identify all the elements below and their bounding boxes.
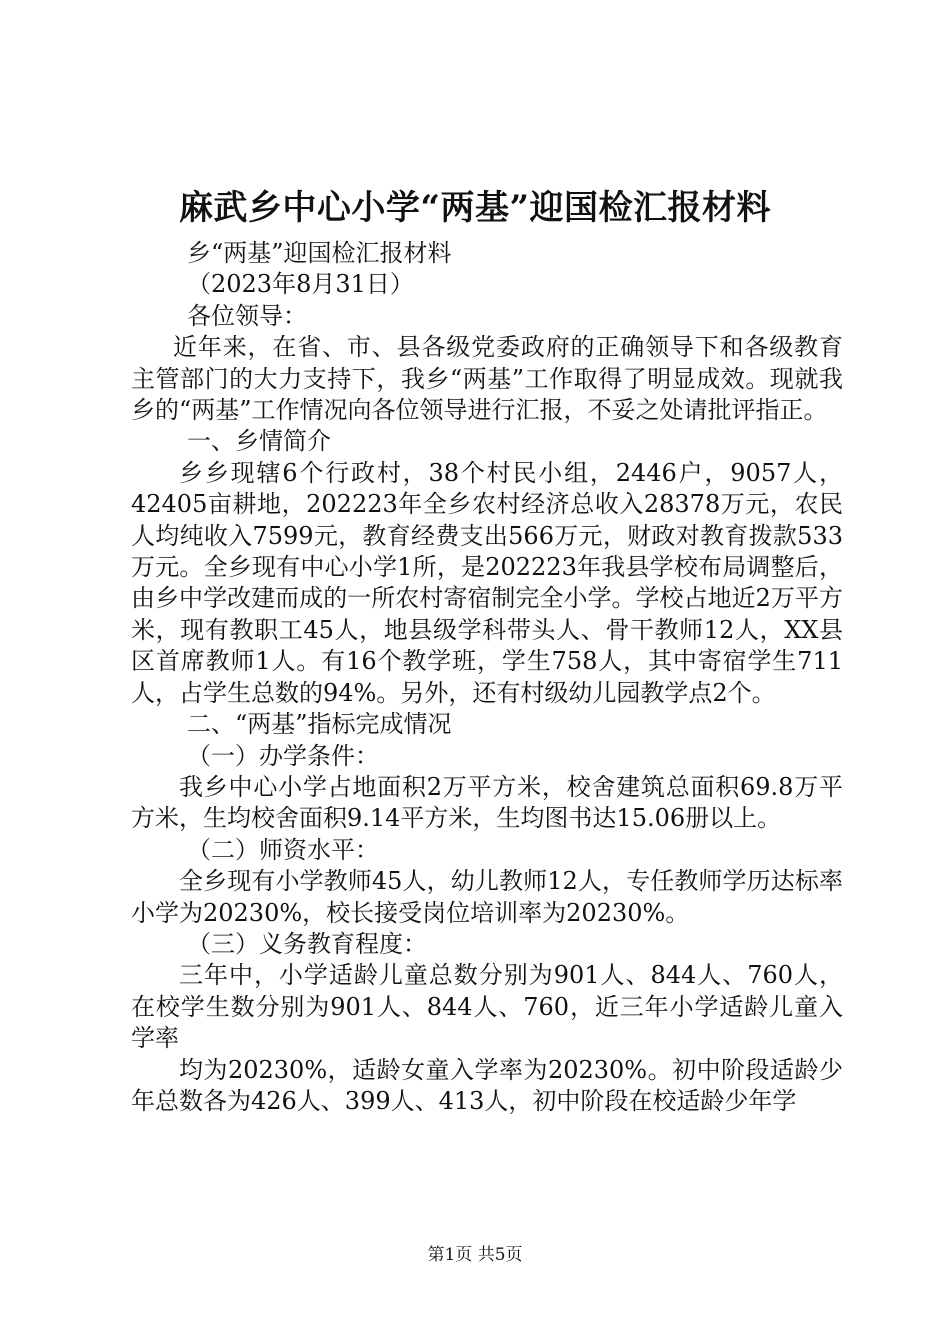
document-title: 麻武乡中心小学“两基”迎国检汇报材料 [178, 188, 772, 228]
paragraph-intro: 近年来，在省、市、县各级党委政府的正确领导下和各级教育主管部门的大力支持下，我乡“两基”工作取得了明显成效。现就我乡的“两基”工作情况向各位领导进行汇报，不妥之处请批评指正。 [131, 333, 843, 425]
section-heading-1: 一、乡情简介 [187, 427, 331, 456]
document-body [131, 238, 843, 1117]
page-footer: 第1页 共5页 [427, 1245, 523, 1265]
paragraph-overview: 乡乡现辖6个行政村，38个村民小组，2446户，9057人，42405亩耕地，202223年全乡农村经济总收入28378万元，农民人均纯收入7599元，教育经费支出566万元，财政对教育拨款533万元。全乡现有中心小学1所，是202223年我县学校布局调整后，由乡中学改建而成的一所农村寄宿制完全小学。学校占地近2万平方米，现有教职工45人，地县级学科带头人、骨干教师12人，XX县区首席教师1人。有16个教学班，学生758人，其中寄宿学生711人，占学生总数的94%。另外，还有村级幼儿园教学点2个。 [131, 458, 843, 707]
date-line: （2023年8月31日） [187, 270, 414, 299]
paragraph-enrollment: 三年中，小学适龄儿童总数分别为901人、844人、760人，在校学生数分别为901人、844人、760，近三年小学适龄儿童入学率 [131, 961, 843, 1053]
paragraph-conditions: 我乡中心小学占地面积2万平方米，校舍建筑总面积69.8万平方米，生均校舍面积9.14平方米，生均图书达15.06册以上。 [131, 772, 843, 833]
subtitle: 乡“两基”迎国检汇报材料 [187, 239, 452, 267]
subsection-heading-3: （三）义务教育程度： [187, 929, 427, 958]
paragraph-enrollment-cont: 均为20230%，适龄女童入学率为20230%。初中阶段适龄少年总数各为426人、399人、413人，初中阶段在校适龄少年学 [131, 1055, 843, 1115]
subsection-heading-2: （二）师资水平： [187, 835, 379, 864]
paragraph-teachers: 全乡现有小学教师45人，幼儿教师12人，专任教师学历达标率小学为20230%，校长接受岗位培训率为20230%。 [131, 867, 843, 927]
section-heading-2: 二、“两基”指标完成情况 [187, 710, 452, 739]
subsection-heading-1: （一）办学条件： [187, 741, 379, 770]
salutation: 各位领导： [187, 301, 307, 330]
